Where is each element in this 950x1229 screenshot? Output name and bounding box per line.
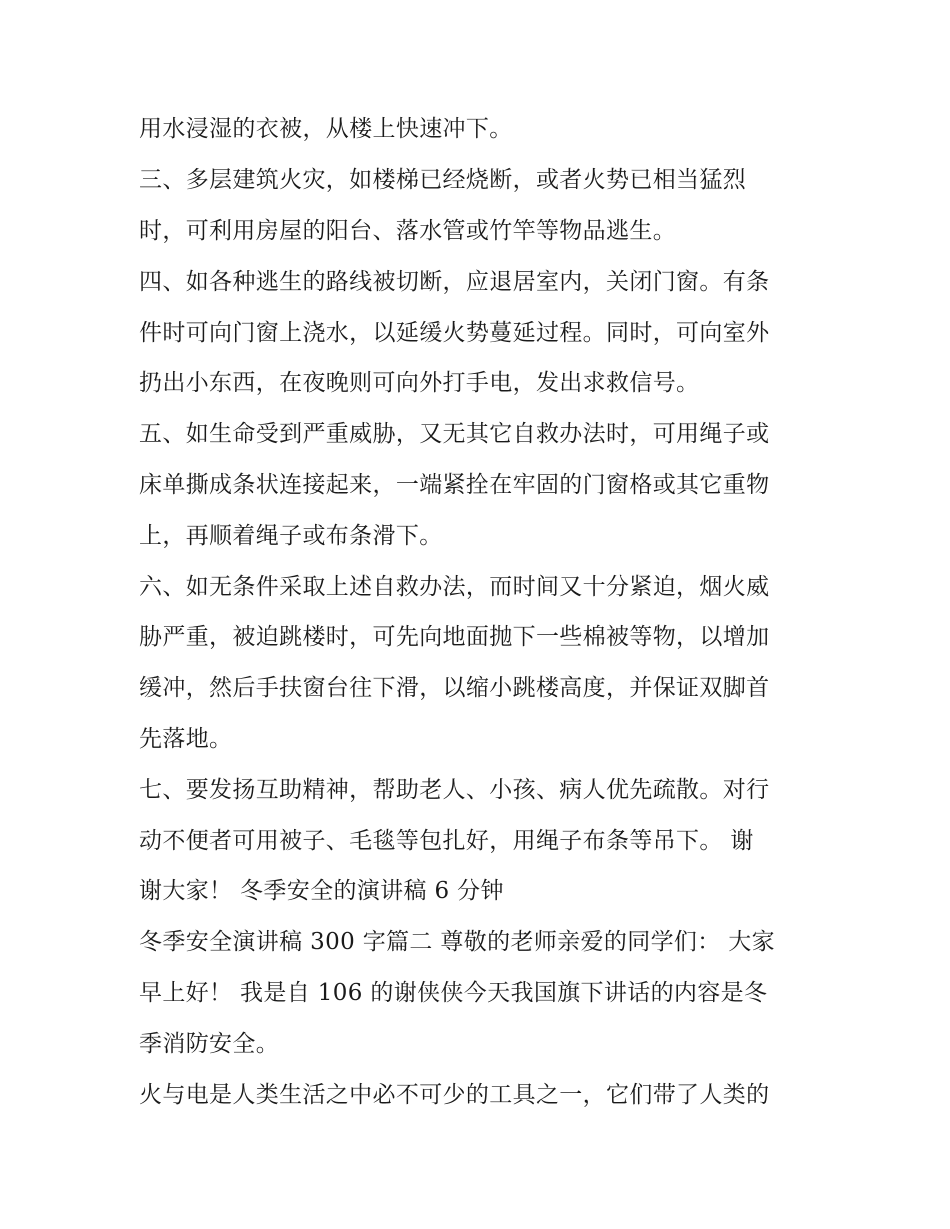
text-line: 先落地。 xyxy=(139,726,233,752)
text-line: 件时可向门窗上浇水，以延缓火势蔓延过程。同时，可向室外 xyxy=(139,320,770,346)
text-line: 谢大家！ 冬季安全的演讲稿 6 分钟 xyxy=(139,878,504,904)
text-line: 用水浸湿的衣被，从楼上快速冲下。 xyxy=(139,116,513,142)
text-line: 六、如无条件采取上述自救办法，而时间又十分紧迫，烟火威 xyxy=(139,574,770,600)
text-line: 冬季安全演讲稿 300 字篇二 尊敬的老师亲爱的同学们： 大家 xyxy=(139,929,775,955)
text-line: 时，可利用房屋的阳台、落水管或竹竿等物品逃生。 xyxy=(139,218,677,244)
text-line: 三、多层建筑火灾，如楼梯已经烧断，或者火势已相当猛烈 xyxy=(139,167,747,193)
text-line: 季消防安全。 xyxy=(139,1031,280,1057)
text-line: 五、如生命受到严重威胁，又无其它自救办法时，可用绳子或 xyxy=(139,421,770,447)
text-line: 七、要发扬互助精神，帮助老人、小孩、病人优先疏散。对行 xyxy=(139,777,770,803)
text-line: 动不便者可用被子、毛毯等包扎好，用绳子布条等吊下。 谢 xyxy=(139,828,754,854)
text-line: 火与电是人类生活之中必不可少的工具之一，它们带了人类的 xyxy=(139,1082,770,1108)
text-line: 床单撕成条状连接起来，一端紧拴在牢固的门窗格或其它重物 xyxy=(139,472,770,498)
text-line: 四、如各种逃生的路线被切断，应退居室内，关闭门窗。有条 xyxy=(139,269,770,295)
text-line: 胁严重，被迫跳楼时，可先向地面抛下一些棉被等物，以增加 xyxy=(139,624,770,650)
text-line: 缓冲，然后手扶窗台往下滑，以缩小跳楼高度，并保证双脚首 xyxy=(139,675,770,701)
text-line: 早上好！ 我是自 106 的谢侠侠今天我国旗下讲话的内容是冬 xyxy=(139,980,768,1006)
text-line: 扔出小东西，在夜晚则可向外打手电，发出求救信号。 xyxy=(139,370,700,396)
text-line: 上，再顺着绳子或布条滑下。 xyxy=(139,523,443,549)
